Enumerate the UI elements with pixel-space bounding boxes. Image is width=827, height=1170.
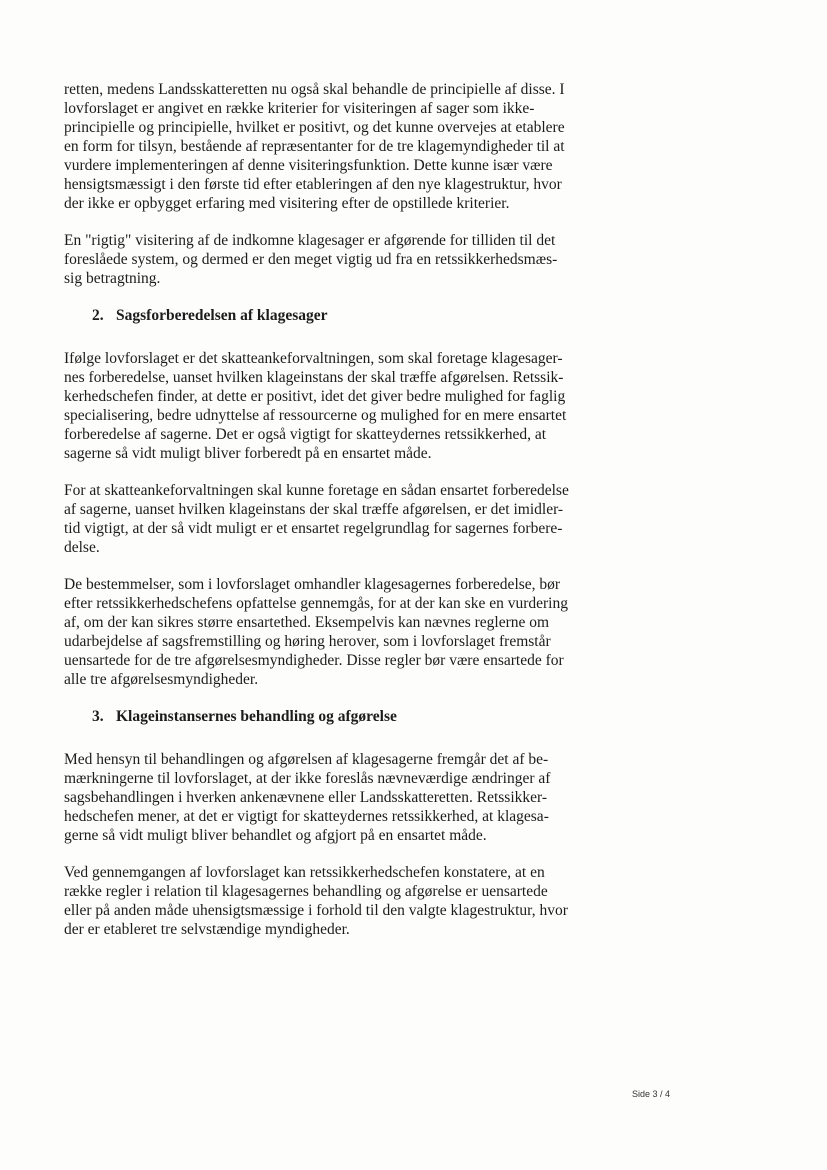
paragraph	[64, 575, 624, 689]
text-line: Ved gennemgangen af lovforslaget kan retssikkerhedschefen konstatere, at en	[64, 864, 545, 881]
text-line: eller på anden måde uhensigtsmæssige i forhold til den valgte klagestruktur, hvor	[64, 902, 568, 919]
paragraph	[64, 349, 624, 463]
text-line: nes forberedelse, uanset hvilken klageinstans der skal træffe afgørelsen. Retssik-	[64, 369, 564, 386]
text-line: retten, medens Landsskatteretten nu også skal behandle de principielle af disse. I	[64, 81, 565, 98]
page-number: Side 3 / 4	[632, 1089, 671, 1099]
text-line: udarbejdelse af sagsfremstilling og høring herover, som i lovforslaget fremstår	[64, 633, 551, 650]
text-line: Med hensyn til behandlingen og afgørelsen af klagesagerne fremgår det af be-	[64, 751, 549, 768]
heading-title: Klageinstansernes behandling og afgørelse	[116, 708, 397, 725]
text-line: hensigtsmæssigt i den første tid efter etableringen af den nye klagestruktur, hvor	[64, 176, 562, 193]
section-heading-2	[92, 306, 624, 325]
paragraph	[64, 863, 624, 939]
text-line: delse.	[64, 539, 100, 556]
section-intro	[64, 80, 624, 288]
paragraph	[64, 80, 624, 213]
text-line: hedschefen mener, at det er vigtigt for skatteydernes retssikkerhed, at klagesa-	[64, 808, 549, 825]
text-line: der ikke er opbygget erfaring med visitering efter de opstillede kriterier.	[64, 195, 510, 212]
text-line: vurdere implementeringen af denne visiteringsfunktion. Dette kunne især være	[64, 157, 553, 174]
section-sagsforberedelse	[64, 349, 624, 689]
text-line: af, om der kan sikres større ensartethed. Eksempelvis kan nævnes reglerne om	[64, 614, 550, 631]
text-line: Ifølge lovforslaget er det skatteankeforvaltningen, som skal foretage klagesager-	[64, 350, 563, 367]
text-line: en form for tilsyn, bestående af repræsentanter for de tre klagemyndigheder til at	[64, 138, 565, 155]
text-line: sagerne så vidt muligt bliver forberedt på en ensartet måde.	[64, 445, 432, 462]
text-line: foreslåede system, og dermed er den meget vigtig ud fra en retssikkerhedsmæs-	[64, 251, 558, 268]
text-line: kerhedschefen finder, at dette er positivt, idet det giver bedre mulighed for faglig	[64, 388, 566, 405]
text-line: specialisering, bedre udnyttelse af ressourcerne og mulighed for en mere ensartet	[64, 407, 567, 424]
text-line: For at skatteankeforvaltningen skal kunne foretage en sådan ensartet forberedelse	[64, 482, 569, 499]
text-line: lovforslaget er angivet en række kriterier for visiteringen af sager som ikke-	[64, 100, 535, 117]
section-heading-3	[92, 707, 624, 726]
heading-title: Sagsforberedelsen af klagesager	[116, 307, 328, 324]
section-behandling	[64, 750, 624, 939]
text-line: af sagerne, uanset hvilken klageinstans der skal træffe afgørelsen, er det imidler-	[64, 501, 564, 518]
text-line: De bestemmelser, som i lovforslaget omhandler klagesagernes forberedelse, bør	[64, 576, 561, 593]
text-line: uensartede for de tre afgørelsesmyndigheder. Disse regler bør være ensartede for	[64, 652, 564, 669]
text-line: forberedelse af sagerne. Det er også vigtigt for skatteydernes retssikkerhed, at	[64, 426, 547, 443]
document-body	[64, 80, 624, 957]
text-line: mærkningerne til lovforslaget, at der ikke foreslås nævneværdige ændringer af	[64, 770, 551, 787]
heading-number: 3.	[92, 708, 104, 725]
paragraph	[64, 481, 624, 557]
text-line: En "rigtig" visitering af de indkomne klagesager er afgørende for tilliden til det	[64, 232, 556, 249]
text-line: række regler i relation til klagesagernes behandling og afgørelse er uensartede	[64, 883, 548, 900]
text-line: efter retssikkerhedschefens opfattelse gennemgås, for at der kan ske en vurdering	[64, 595, 568, 612]
text-line: tid vigtigt, at der så vidt muligt er et ensartet regelgrundlag for sagernes forbere-	[64, 520, 563, 537]
paragraph	[64, 231, 624, 288]
text-line: sig betragtning.	[64, 270, 161, 287]
text-line: gerne så vidt muligt bliver behandlet og afgjort på en ensartet måde.	[64, 827, 487, 844]
paragraph	[64, 750, 624, 845]
text-line: alle tre afgørelsesmyndigheder.	[64, 671, 259, 688]
heading-number: 2.	[92, 307, 104, 324]
text-line: principielle og principielle, hvilket er positivt, og det kunne overvejes at etablere	[64, 119, 565, 136]
text-line: sagsbehandlingen i hverken ankenævnene eller Landsskatteretten. Retssikker-	[64, 789, 548, 806]
text-line: der er etableret tre selvstændige myndigheder.	[64, 921, 350, 938]
